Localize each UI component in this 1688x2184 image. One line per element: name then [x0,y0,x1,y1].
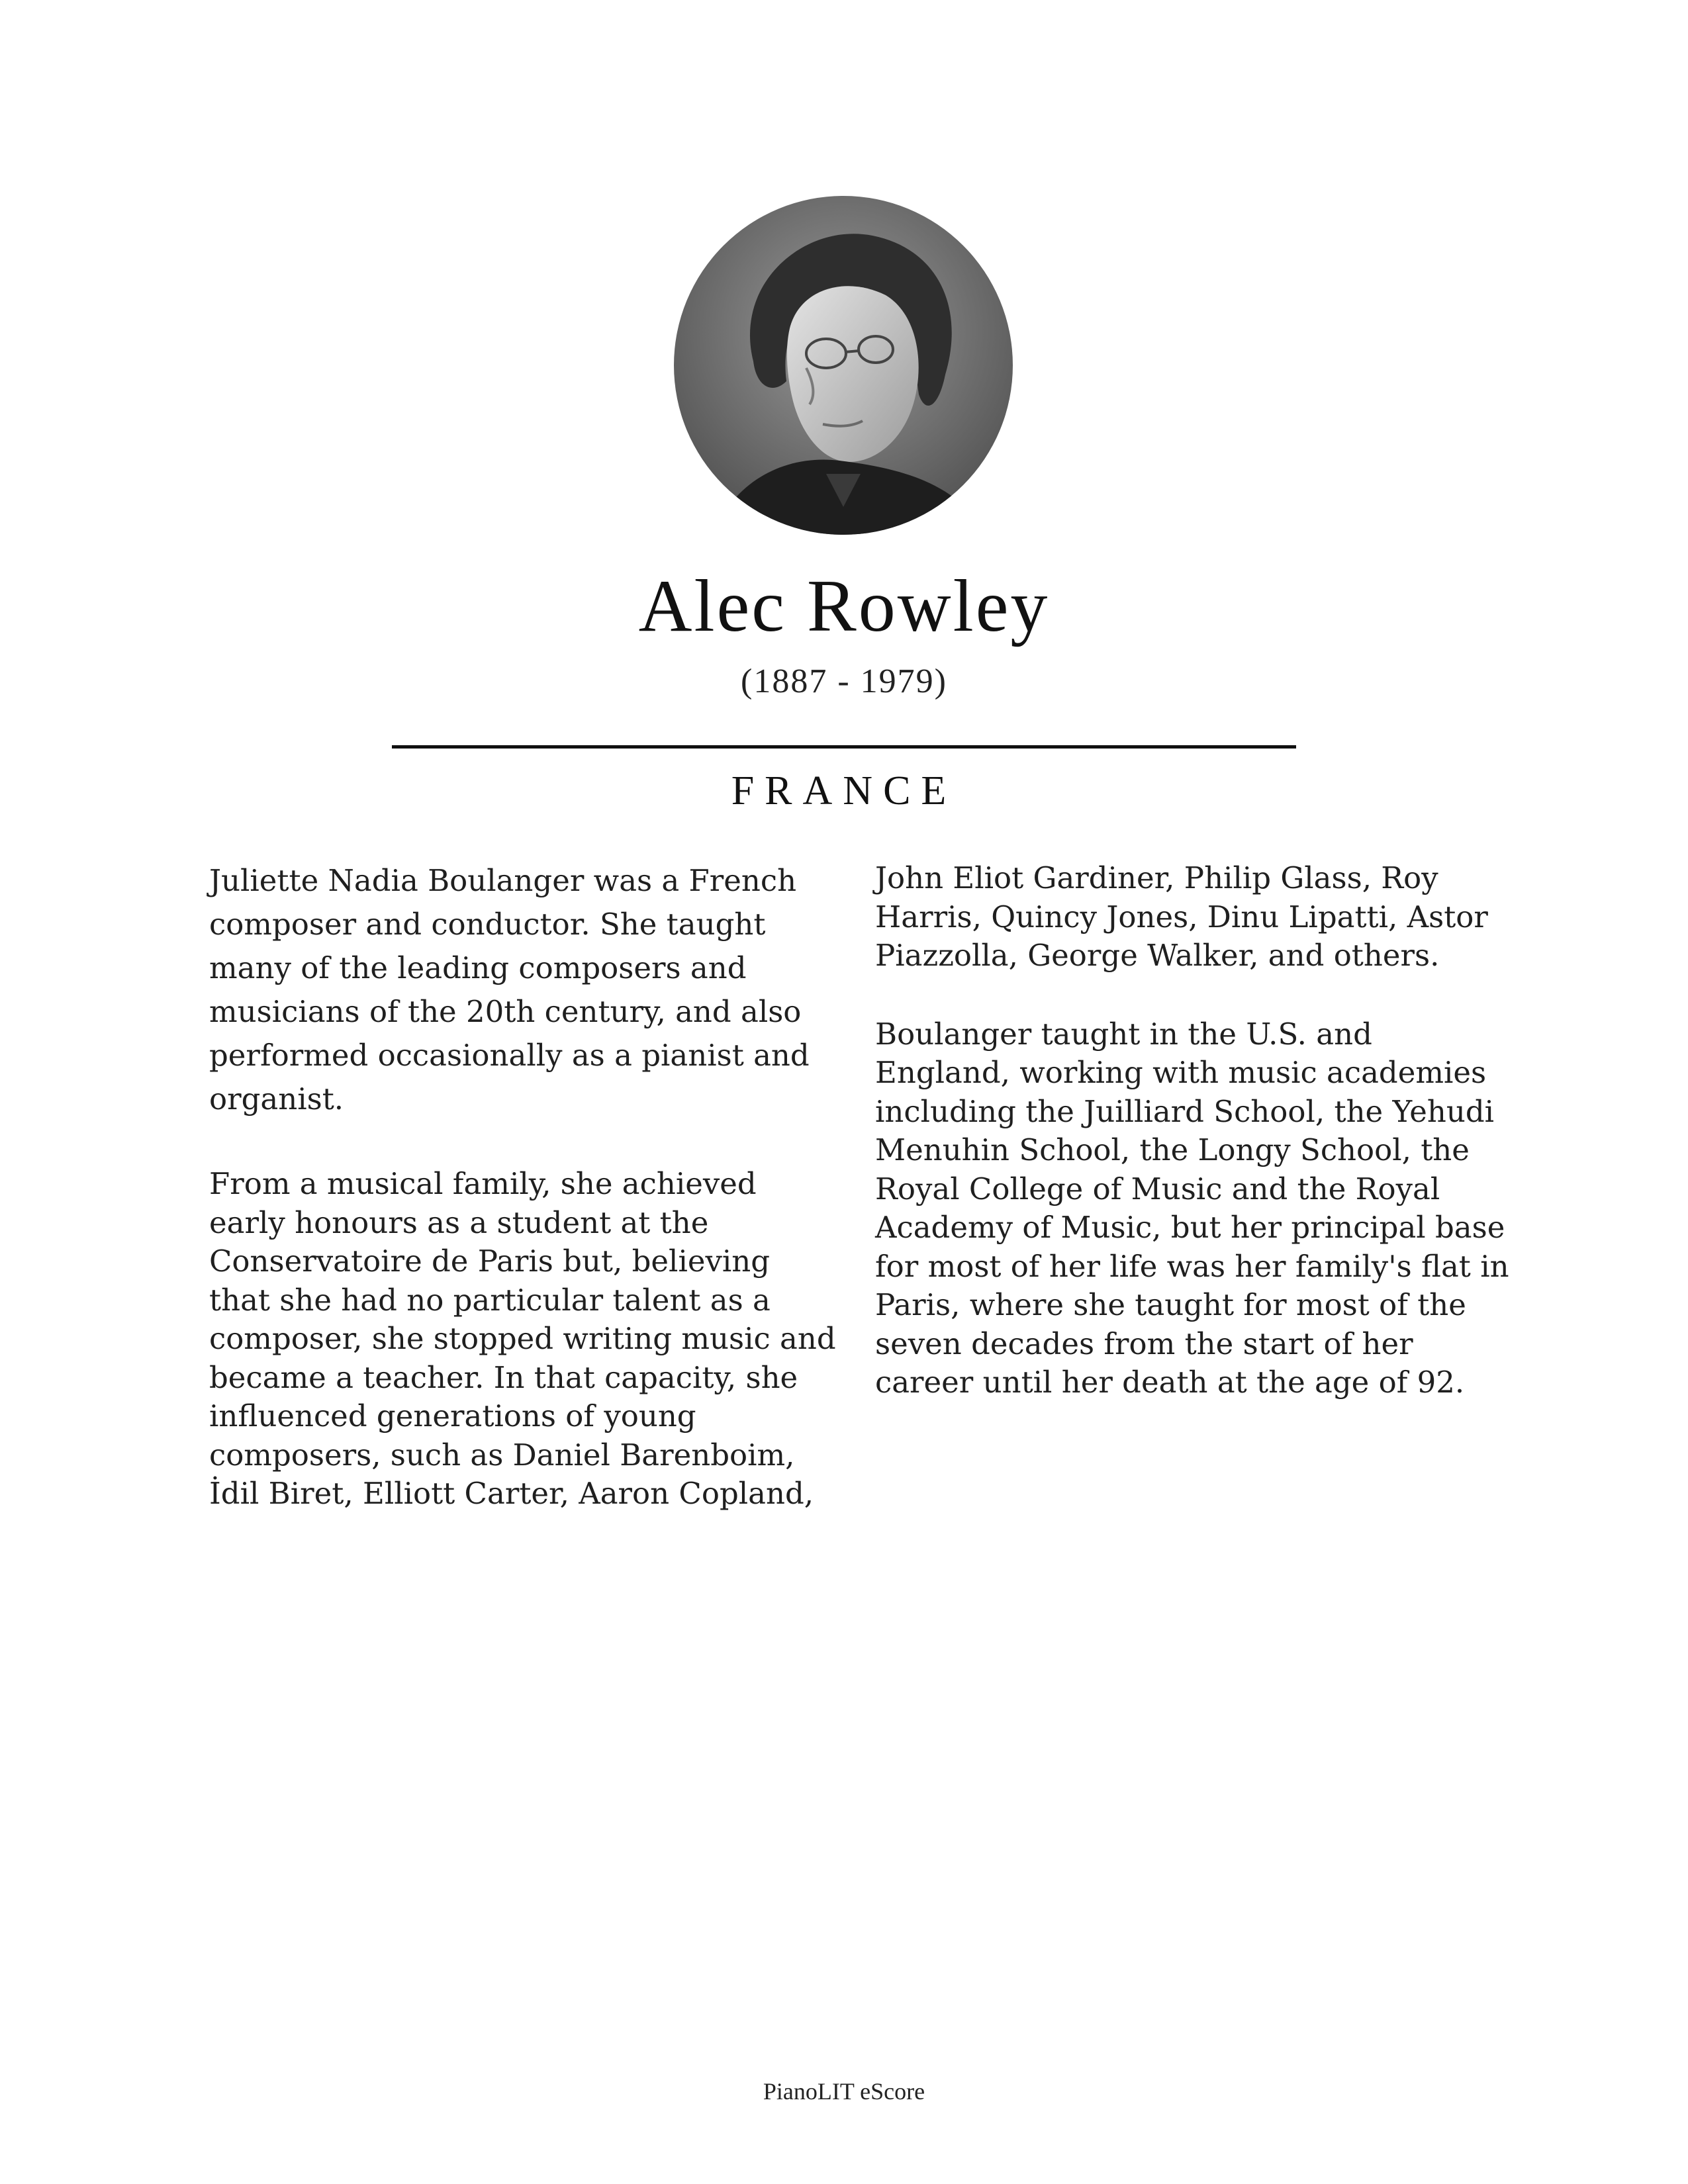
bio-column-right [875,859,1511,1402]
bio-paragraph: John Eliot Gardiner, Philip Glass, Roy Harris, Quincy Jones, Dinu Lipatti, Astor Piazzolla, George Walker, and others. [875,860,1488,973]
portrait-photo [674,196,1013,535]
composer-portrait [674,196,1013,535]
composer-dates: (1887 - 1979) [741,662,947,700]
bio-paragraph: Boulanger taught in the U.S. and England, working with music academies including the Juilliard School, the Yehudi Menuhin School, the Longy School, the Royal College of Music and the Royal Academy of Music, but her principal base for most of her life was her family's flat in Paris, where she taught for most of the seven decades from the start of her career until her death at the age of 92. [875,1016,1509,1400]
composer-country: FRANCE [731,768,957,813]
footer-brand: PianoLIT eScore [763,2078,925,2105]
bio-column-left [209,859,838,1514]
bio-paragraph: From a musical family, she achieved early honours as a student at the Conservatoire de Paris but, believing that she had no particular talent as a composer, she stopped writing music and became a teacher. In that capacity, she influenced generations of young composers, such as Daniel Barenboim, İdil Biret, Elliott Carter, Aaron Copland, [209,1166,836,1511]
bio-paragraph: Juliette Nadia Boulanger was a French composer and conductor. She taught many of the leading composers and musicians of the 20th century, and also performed occasionally as a pianist and organist. [209,863,810,1116]
title-divider [392,745,1296,749]
composer-name: Alec Rowley [638,565,1050,647]
